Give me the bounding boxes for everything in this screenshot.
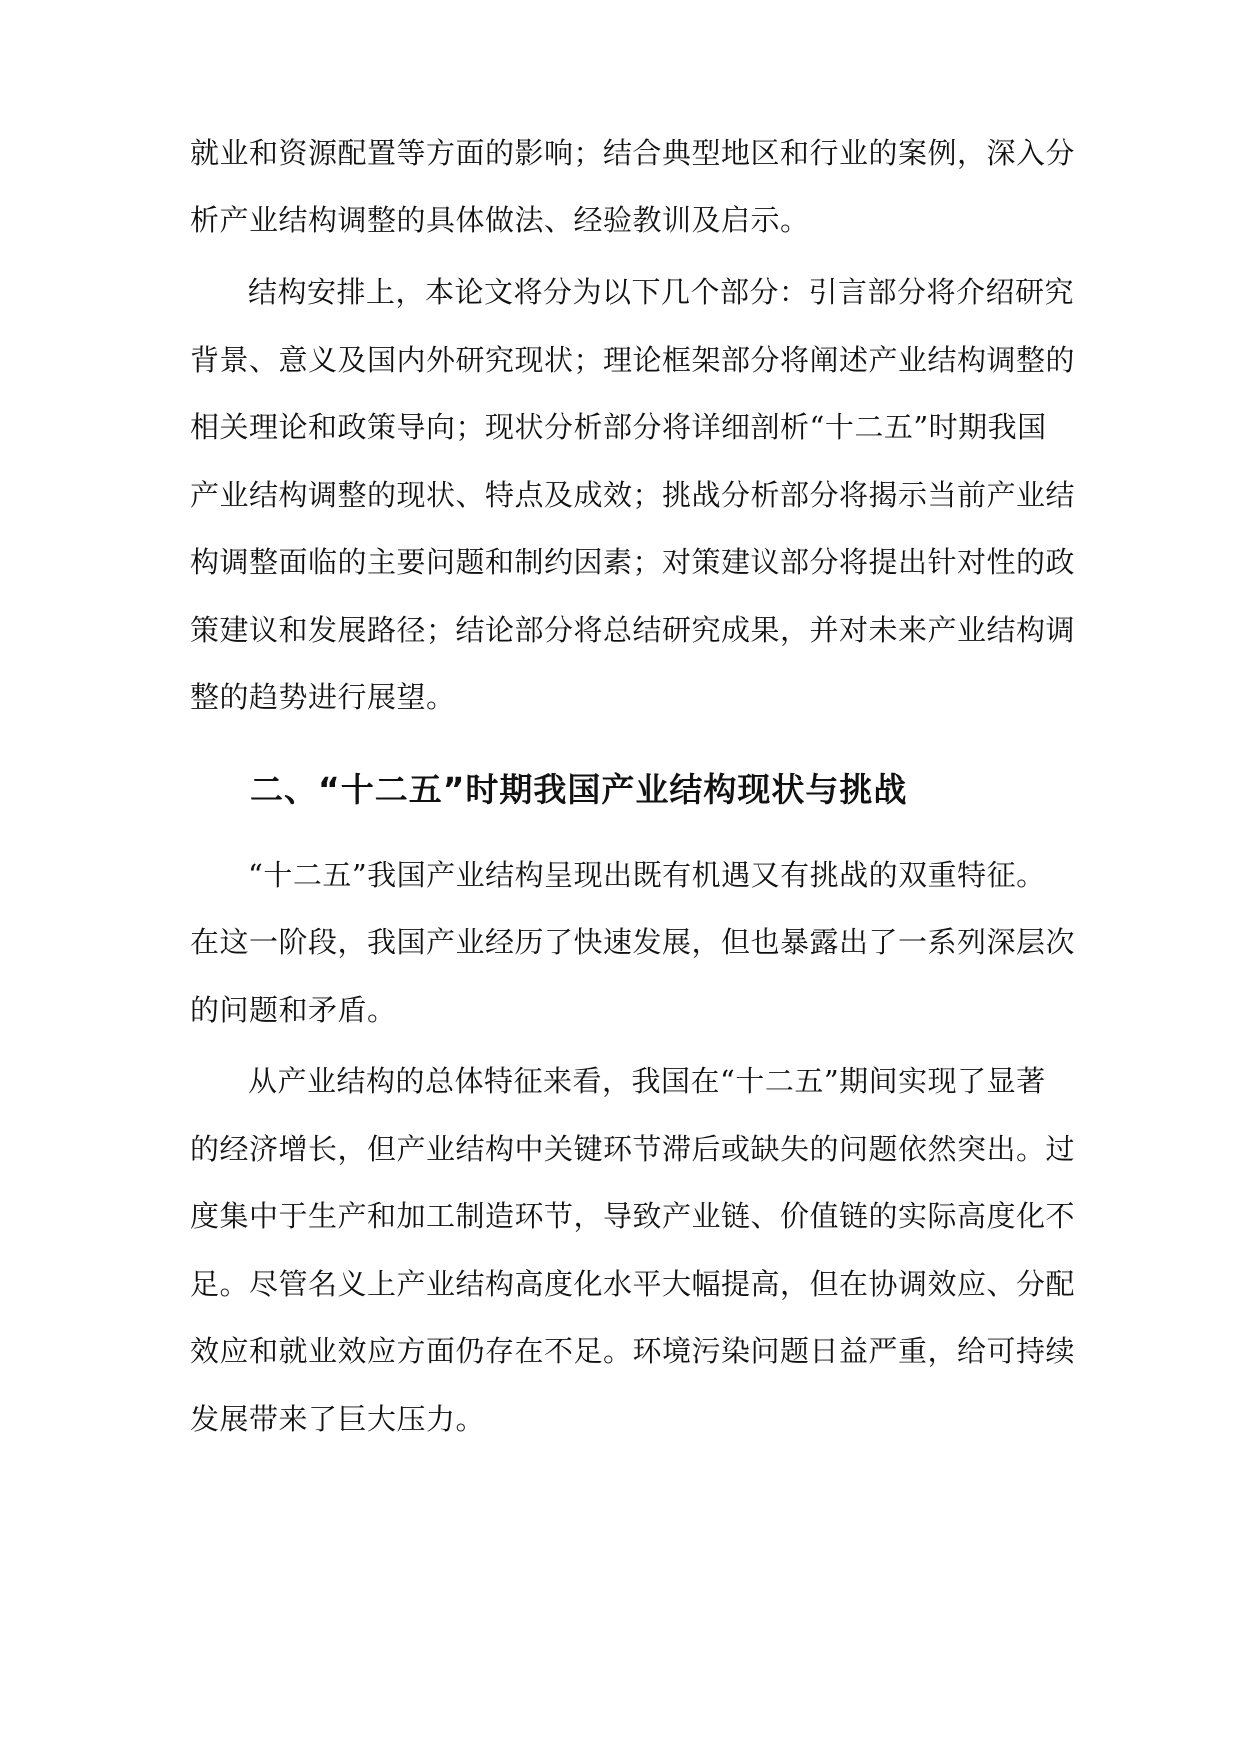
paragraph-line: 发展带来了巨大压力。	[190, 1402, 486, 1436]
paragraph-line: 的问题和矛盾。	[190, 993, 397, 1027]
paragraph-line: 足。尽管名义上产业结构高度化水平大幅提高，但在协调效应、分配	[190, 1267, 1076, 1301]
paragraph-line: 产业结构调整的现状、特点及成效；挑战分析部分将揭示当前产业结	[190, 478, 1076, 512]
paragraph-line: “十二五”我国产业结构呈现出既有机遇又有挑战的双重特征。	[248, 858, 1046, 892]
paragraph-line: 相关理论和政策导向；现状分析部分将详细剖析“十二五”时期我国	[190, 410, 1047, 444]
paragraph-line: 度集中于生产和加工制造环节，导致产业链、价值链的实际高度化不	[190, 1199, 1076, 1233]
paragraph-line: 析产业结构调整的具体做法、经验教训及启示。	[190, 203, 810, 237]
paragraph-line: 结构安排上，本论文将分为以下几个部分：引言部分将介绍研究	[248, 275, 1075, 309]
paragraph-line: 从产业结构的总体特征来看，我国在“十二五”期间实现了显著	[248, 1064, 1046, 1098]
paragraph-line: 的经济增长，但产业结构中关键环节滞后或缺失的问题依然突出。过	[190, 1132, 1076, 1166]
paragraph-line: 效应和就业效应方面仍存在不足。环境污染问题日益严重，给可持续	[190, 1334, 1076, 1368]
section-heading: 二、“十二五”时期我国产业结构现状与挑战	[250, 770, 908, 809]
paragraph-line: 整的趋势进行展望。	[190, 680, 456, 714]
paragraph-line: 背景、意义及国内外研究现状；理论框架部分将阐述产业结构调整的	[190, 343, 1076, 377]
paragraph-line: 就业和资源配置等方面的影响；结合典型地区和行业的案例，深入分	[190, 136, 1076, 170]
paragraph-line: 策建议和发展路径；结论部分将总结研究成果，并对未来产业结构调	[190, 613, 1076, 647]
paragraph-line: 在这一阶段，我国产业经历了快速发展，但也暴露出了一系列深层次	[190, 925, 1076, 959]
paragraph-line: 构调整面临的主要问题和制约因素；对策建议部分将提出针对性的政	[190, 545, 1076, 579]
